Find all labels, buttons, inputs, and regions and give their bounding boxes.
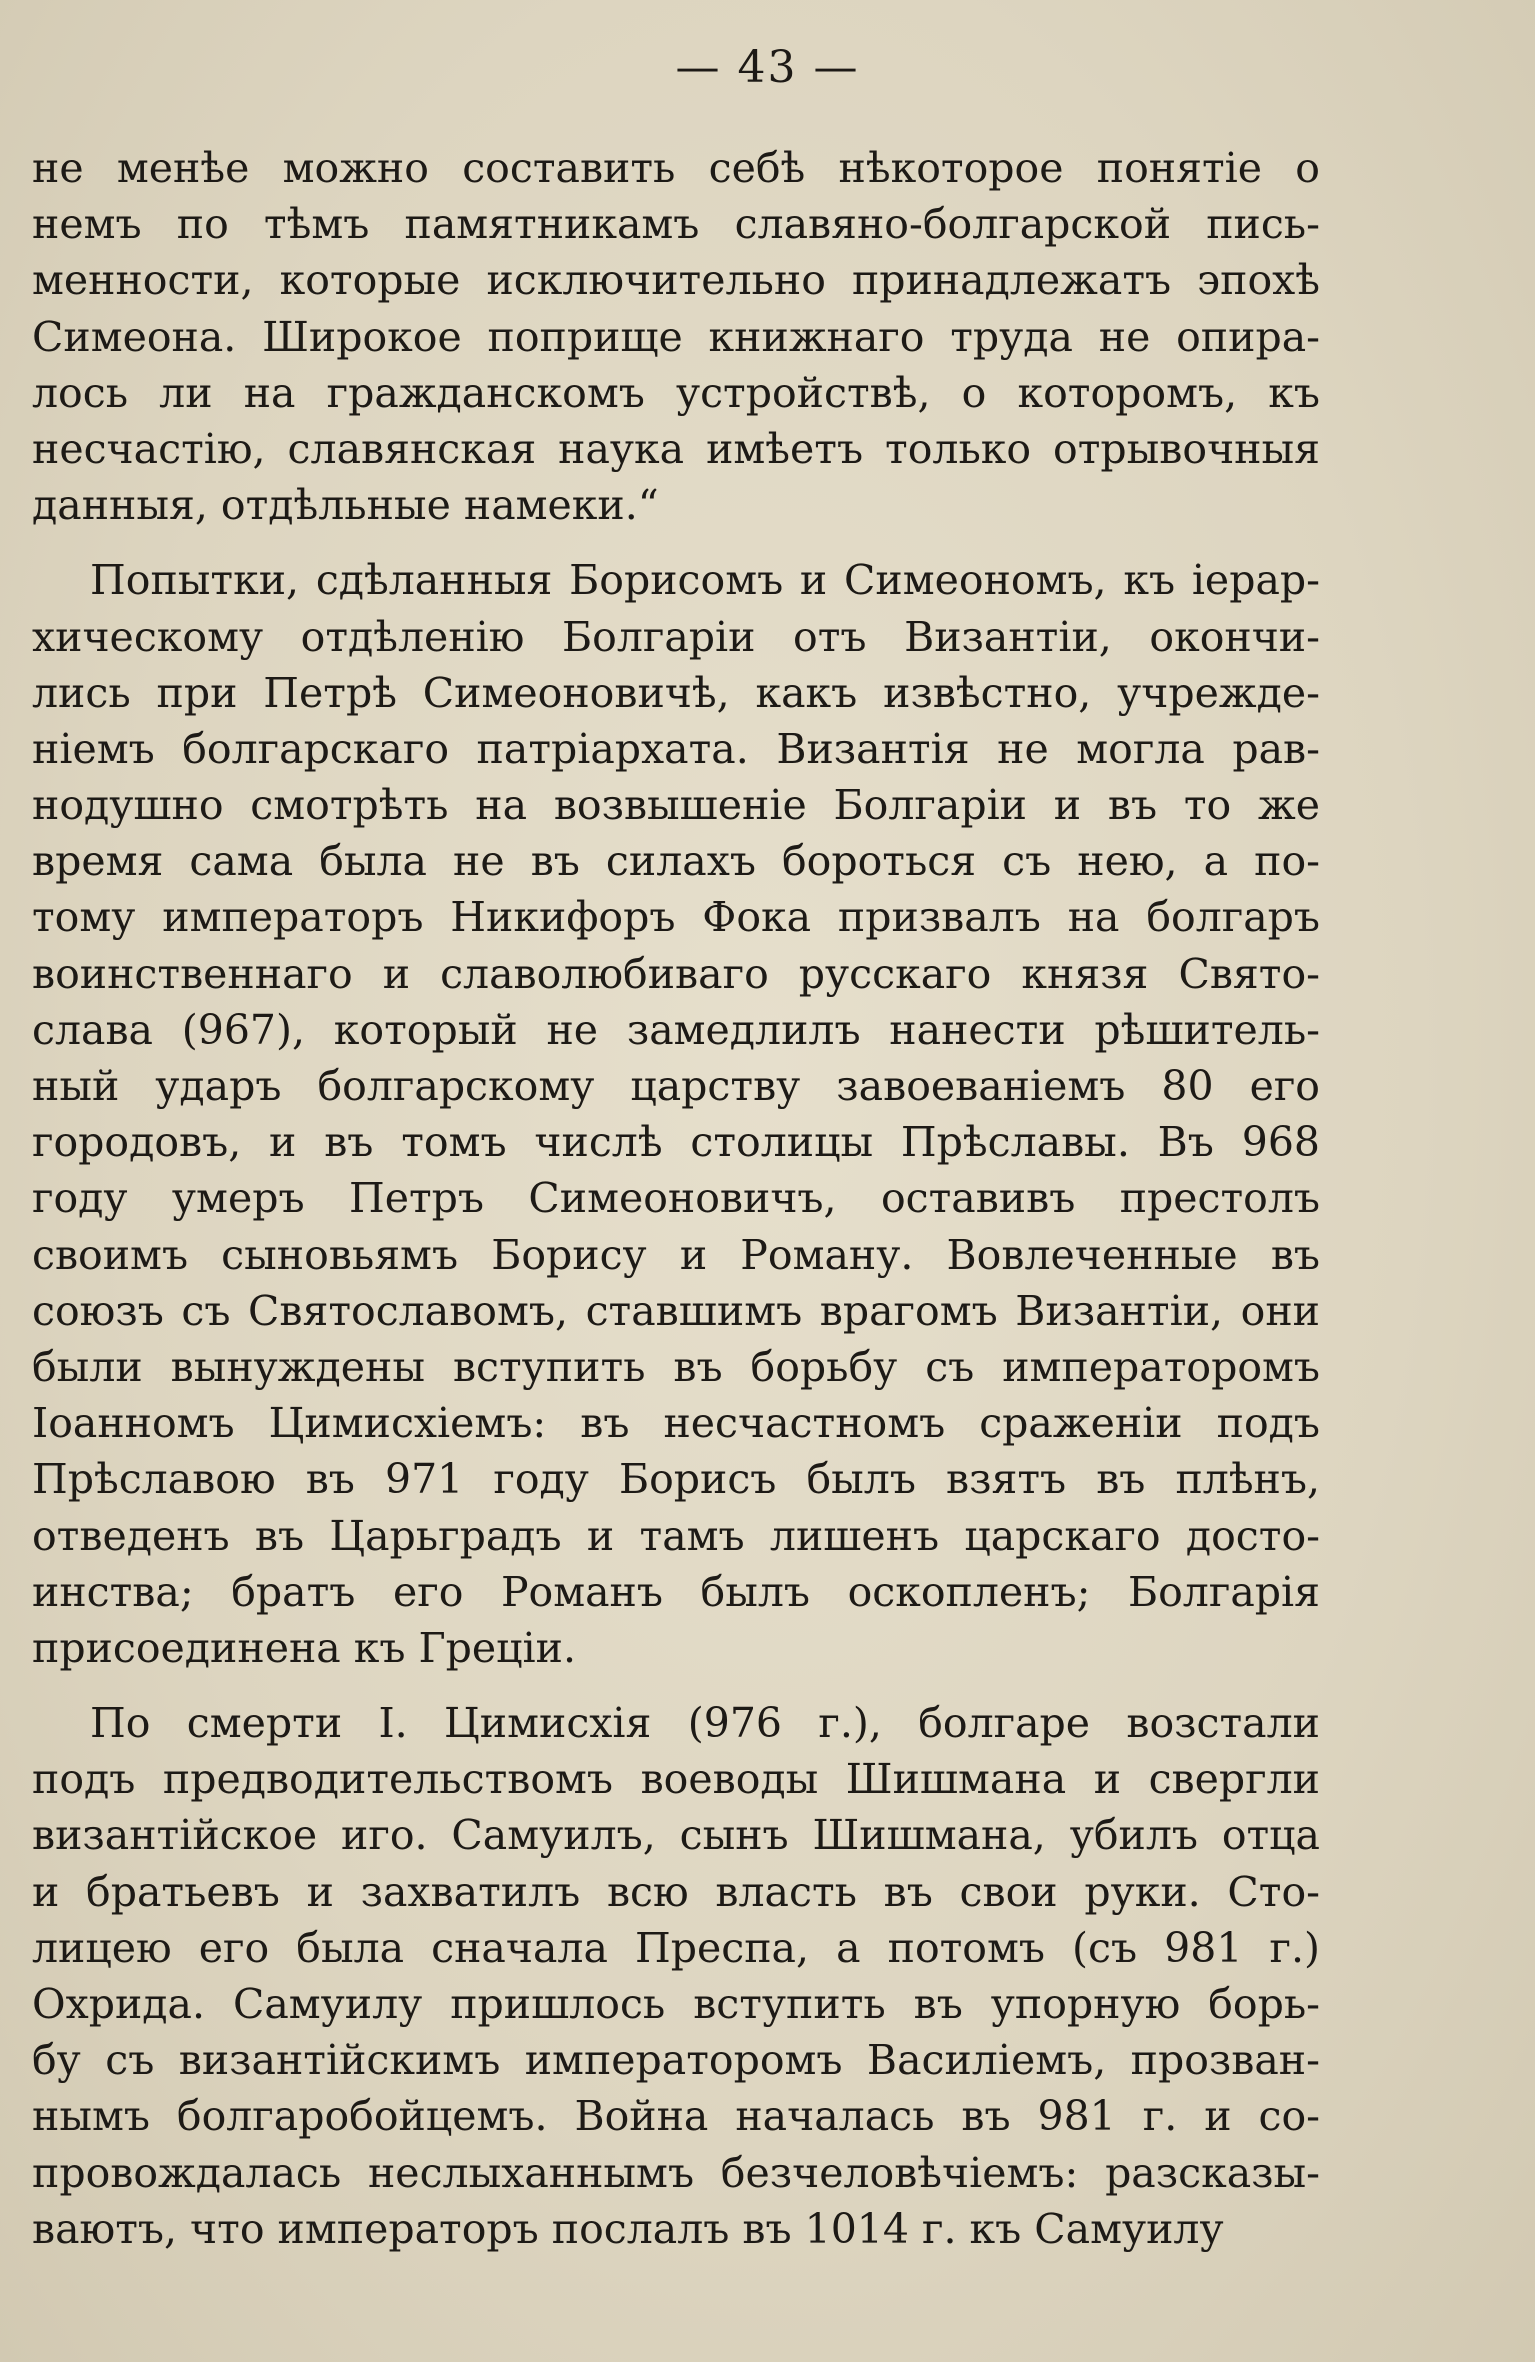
text-line: хическому отдѣленію Болгаріи отъ Византіи, окончи-	[32, 612, 1320, 661]
text-line: году умеръ Петръ Симеоновичъ, оставивъ престолъ	[32, 1174, 1320, 1223]
text-line: присоединена къ Греціи.	[32, 1623, 577, 1672]
text-line: Охрида. Самуилу пришлось вступить въ упорную борь-	[32, 1980, 1320, 2028]
text-line: нодушно смотрѣть на возвышеніе Болгаріи и въ то же	[32, 781, 1320, 830]
text-line: инства; братъ его Романъ былъ оскопленъ; Болгарія	[32, 1567, 1320, 1616]
paragraph-1	[32, 140, 1320, 533]
text-line: данныя, отдѣльные намеки.“	[32, 481, 659, 530]
text-line: были вынуждены вступить въ борьбу съ императоромъ	[32, 1342, 1320, 1391]
text-line: ный ударъ болгарскому царству завоеваніемъ 80 его	[32, 1062, 1320, 1110]
page-text	[32, 140, 1320, 2257]
text-line: Попытки, сдѣланныя Борисомъ и Симеономъ, къ іерар-	[90, 556, 1320, 605]
text-line: подъ предводительствомъ воеводы Шишмана и свергли	[32, 1755, 1320, 1804]
text-line: лись при Петрѣ Симеоновичѣ, какъ извѣстно, учрежде-	[32, 668, 1320, 717]
text-line: тому императоръ Никифоръ Фока призвалъ на болгаръ	[32, 893, 1320, 942]
text-line: городовъ, и въ томъ числѣ столицы Прѣславы. Въ 968	[32, 1118, 1320, 1167]
text-line: своимъ сыновьямъ Борису и Роману. Вовлеченные въ	[32, 1230, 1320, 1279]
text-line: время сама была не въ силахъ бороться съ нею, а по-	[32, 837, 1320, 886]
text-line: и братьевъ и захватилъ всю власть въ свои руки. Сто-	[32, 1867, 1320, 1916]
text-line: Прѣславою въ 971 году Борисъ былъ взятъ въ плѣнъ,	[32, 1455, 1320, 1504]
text-line: По смерти І. Цимисхія (976 г.), болгаре возстали	[90, 1699, 1320, 1748]
text-line: не менѣе можно составить себѣ нѣкоторое понятіе о	[32, 144, 1320, 192]
text-line: союзъ съ Святославомъ, ставшимъ врагомъ Византіи, они	[32, 1286, 1320, 1335]
text-line: немъ по тѣмъ памятникамъ славяно-болгарской пись-	[32, 200, 1320, 249]
paragraph-gap	[32, 533, 1320, 552]
text-line: ніемъ болгарскаго патріархата. Византія не могла рав-	[32, 724, 1320, 773]
text-line: Іоанномъ Цимисхіемъ: въ несчастномъ сраженіи подъ	[32, 1399, 1320, 1448]
text-line: лось ли на гражданскомъ устройствѣ, о которомъ, къ	[32, 368, 1320, 417]
text-line: слава (967), который не замедлилъ нанести рѣшитель-	[32, 1005, 1320, 1054]
text-line: несчастію, славянская наука имѣетъ только отрывочныя	[32, 424, 1320, 473]
text-line: ваютъ, что императоръ послалъ въ 1014 г. къ Самуилу	[32, 2204, 1224, 2253]
text-line: нымъ болгаробойцемъ. Война началась въ 981 г. и со-	[32, 2092, 1320, 2141]
text-line: лицею его была сначала Преспа, а потомъ (съ 981 г.)	[32, 1923, 1320, 1972]
paragraph-2	[32, 552, 1320, 1676]
paragraph-gap	[32, 1676, 1320, 1695]
text-line: отведенъ въ Царьградъ и тамъ лишенъ царскаго досто-	[32, 1511, 1320, 1560]
text-line: менности, которые исключительно принадлежатъ эпохѣ	[32, 256, 1320, 305]
text-line: воинственнаго и славолюбиваго русскаго князя Свято-	[32, 949, 1320, 998]
text-line: Симеона. Широкое поприще книжнаго труда не опира-	[32, 312, 1320, 361]
text-line: провождалась неслыханнымъ безчеловѣчіемъ: разсказы-	[32, 2148, 1320, 2197]
page-number: — 43 —	[675, 42, 860, 93]
text-line: византійское иго. Самуилъ, сынъ Шишмана, убилъ отца	[32, 1811, 1320, 1860]
text-line: бу съ византійскимъ императоромъ Василіемъ, прозван-	[32, 2036, 1320, 2085]
paragraph-3	[32, 1695, 1320, 2257]
